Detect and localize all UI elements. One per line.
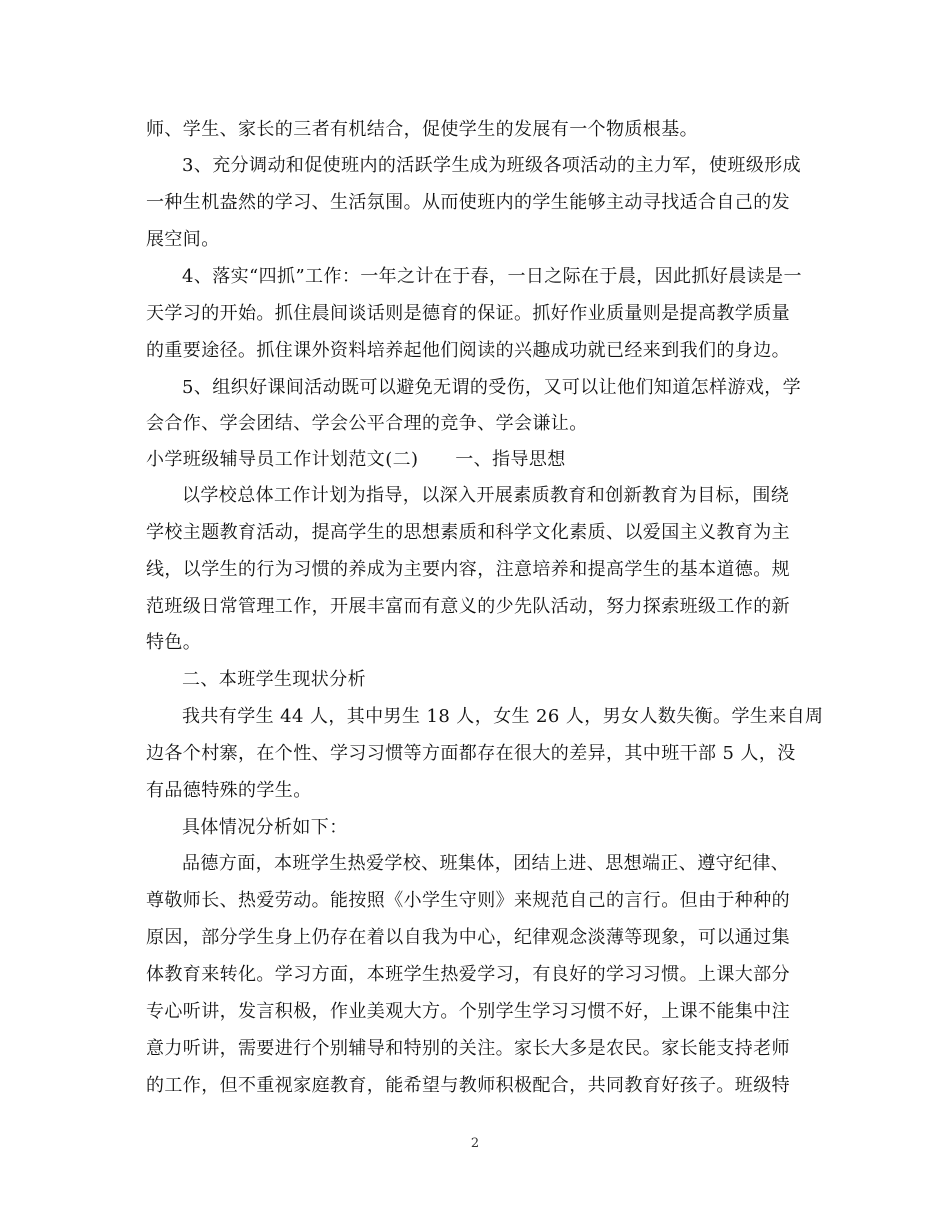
text-line: 我共有学生 44 人，其中男生 18 人，女生 26 人，男女人数失衡。学生来自周: [182, 706, 824, 727]
text-line: 具体情况分析如下：: [182, 817, 348, 838]
text-line: 的工作，但不重视家庭教育，能希望与教师积极配合，共同教育好孩子。班级特: [146, 1075, 790, 1096]
section-heading: 小学班级辅导员工作计划范文(二) 一、指导思想: [146, 449, 566, 470]
text-line: 师、学生、家长的三者有机结合，促使学生的发展有一个物质根基。: [146, 119, 698, 140]
text-line: 品德方面，本班学生热爱学校、班集体，团结上进、思想端正、遵守纪律、: [182, 853, 790, 874]
text-line: 有品德特殊的学生。: [146, 780, 312, 801]
text-line: 意力听讲，需要进行个别辅导和特别的关注。家长大多是农民。家长能支持老师: [146, 1038, 790, 1059]
text-line: 3、充分调动和促使班内的活跃学生成为班级各项活动的主力军，使班级形成: [182, 155, 802, 176]
text-line: 体教育来转化。学习方面，本班学生热爱学习，有良好的学习习惯。上课大部分: [146, 964, 790, 985]
text-line: 特色。: [146, 632, 202, 653]
section-heading: 二、本班学生现状分析: [182, 669, 366, 690]
text-line: 会合作、学会团结、学会公平合理的竞争、学会谦让。: [146, 413, 588, 434]
text-line: 的重要途径。抓住课外资料培养起他们阅读的兴趣成功就已经来到我们的身边。: [146, 340, 790, 361]
text-line: 专心听讲，发言积极，作业美观大方。个别学生学习习惯不好，上课不能集中注: [146, 1001, 790, 1022]
text-line: 原因，部分学生身上仍存在着以自我为中心，纪律观念淡薄等现象，可以通过集: [146, 927, 790, 948]
text-line: 范班级日常管理工作，开展丰富而有意义的少先队活动，努力探索班级工作的新: [146, 596, 790, 617]
page-number: 2: [470, 1136, 480, 1151]
text-line: 展空间。: [146, 229, 220, 250]
text-line: 尊敬师长、热爱劳动。能按照《小学生守则》来规范自己的言行。但由于种种的: [146, 890, 790, 911]
text-line: 边各个村寨，在个性、学习习惯等方面都存在很大的差异，其中班干部 5 人，没: [146, 743, 796, 764]
text-line: 线，以学生的行为习惯的养成为主要内容，注意培养和提高学生的基本道德。规: [146, 559, 790, 580]
text-line: 5、组织好课间活动既可以避免无谓的受伤，又可以让他们知道怎样游戏，学: [182, 377, 802, 398]
text-line: 4、落实“四抓”工作：一年之计在于春，一日之际在于晨，因此抓好晨读是一: [182, 266, 802, 287]
text-line: 一种生机盎然的学习、生活氛围。从而使班内的学生能够主动寻找适合自己的发: [146, 192, 790, 213]
text-line: 以学校总体工作计划为指导，以深入开展素质教育和创新教育为目标，围绕: [182, 485, 790, 506]
text-line: 学校主题教育活动，提高学生的思想素质和科学文化素质、以爱国主义教育为主: [146, 522, 790, 543]
text-line: 天学习的开始。抓住晨间谈话则是德育的保证。抓好作业质量则是提高教学质量: [146, 303, 790, 324]
